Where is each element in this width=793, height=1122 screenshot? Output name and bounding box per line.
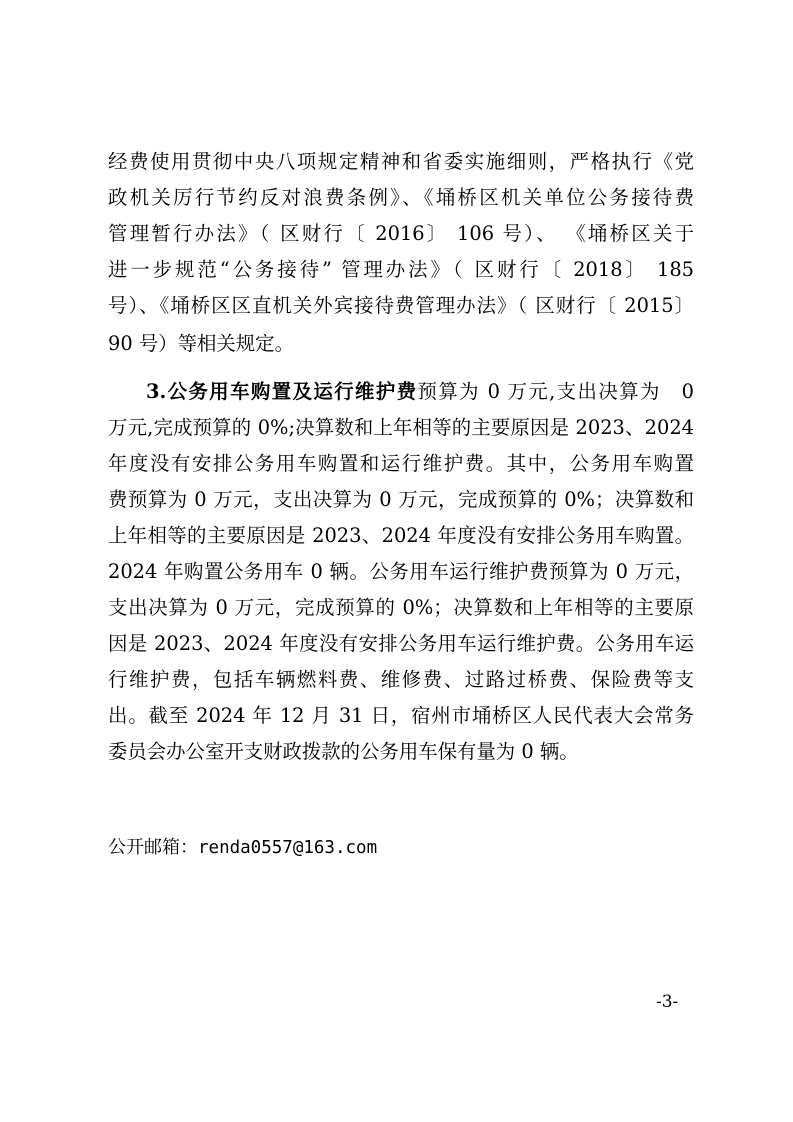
email-label: 公开邮箱： (108, 837, 198, 858)
text-line: 号）、《埇桥区区直机关外宾接待费管理办法》（ 区财行〔 2015〕 (108, 294, 694, 317)
text-line: 90 号）等相关规定。 (108, 332, 294, 355)
text-line: 因是 2023、2024 年度没有安排公务用车运行维护费。公务用车运 (108, 632, 694, 655)
text-line: 2024 年购置公务用车 0 辆。公务用车运行维护费预算为 0 万元， (108, 560, 694, 583)
text-line: 费预算为 0 万元，支出决算为 0 万元，完成预算的 0%；决算数和 (108, 488, 694, 511)
text-line: 上年相等的主要原因是 2023、2024 年度没有安排公务用车购置。 (108, 524, 694, 547)
text-line: 管理暂行办法》（ 区财行〔 2016〕 106 号）、 《埇桥区关于 (108, 222, 694, 245)
text-line: 委员会办公室开支财政拨款的公务用车保有量为 0 辆。 (108, 740, 579, 763)
text-line (146, 380, 694, 404)
text-line: 进一步规范“公务接待” 管理办法》（ 区财行〔 2018〕 185 (108, 258, 694, 281)
email-address[interactable]: renda0557@163.com (198, 838, 378, 858)
text-line: 行维护费，包括车辆燃料费、维修费、过路过桥费、保险费等支 (108, 668, 694, 691)
text-line: 政机关厉行节约反对浪费条例》、《埇桥区机关单位公务接待费 (108, 186, 694, 209)
text-line: 出。截至 2024 年 12 月 31 日，宿州市埇桥区人民代表大会常务 (108, 704, 694, 727)
text-line: 经费使用贯彻中央八项规定精神和省委实施细则，严格执行《党 (108, 150, 694, 173)
heading-rest: 预算为 0 万元,支出决算为 0 (417, 380, 694, 403)
page-number: -3- (656, 992, 679, 1012)
contact-email (108, 836, 377, 860)
text-line: 年度没有安排公务用车购置和运行维护费。其中，公务用车购置 (108, 452, 694, 475)
text-line: 万元,完成预算的 0%;决算数和上年相等的主要原因是 2023、2024 (108, 416, 694, 439)
section-heading: 3.公务用车购置及运行维护费 (146, 380, 418, 403)
text-line: 支出决算为 0 万元，完成预算的 0%；决算数和上年相等的主要原 (108, 596, 694, 619)
